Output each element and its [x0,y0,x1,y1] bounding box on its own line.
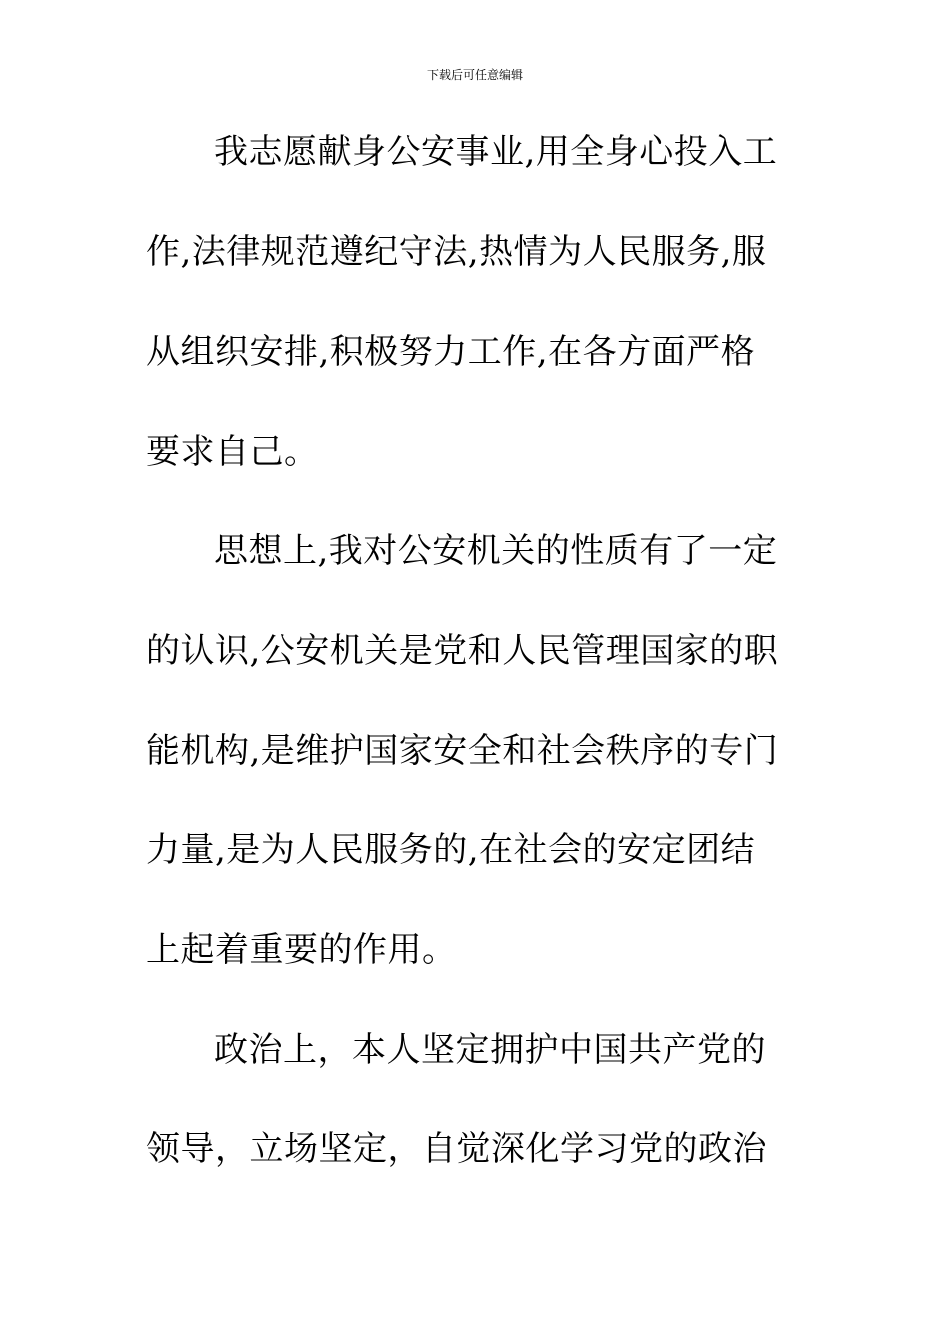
text-line: 要求自己。 [146,432,319,472]
text-line: 力量,是为人民服务的,在社会的安定团结 [146,830,756,870]
page-header: 下载后可任意编辑 [426,68,523,82]
text-line: 从组织安排,积极努力工作,在各方面严格 [146,332,756,372]
text-line: 作,法律规范遵纪守法,热情为人民服务,服 [146,232,767,272]
text-line: 上起着重要的作用。 [146,930,457,970]
text-line: 的认识,公安机关是党和人民管理国家的职 [146,631,779,671]
text-line: 领导，立场坚定，自觉深化学习党的政治 [146,1129,767,1169]
text-line: 我志愿献身公安事业,用全身心投入工 [214,132,778,172]
text-line: 政治上，本人坚定拥护中国共产党的 [214,1030,766,1070]
text-line: 思想上,我对公安机关的性质有了一定 [214,531,778,571]
text-line: 能机构,是维护国家安全和社会秩序的专门 [146,731,779,771]
